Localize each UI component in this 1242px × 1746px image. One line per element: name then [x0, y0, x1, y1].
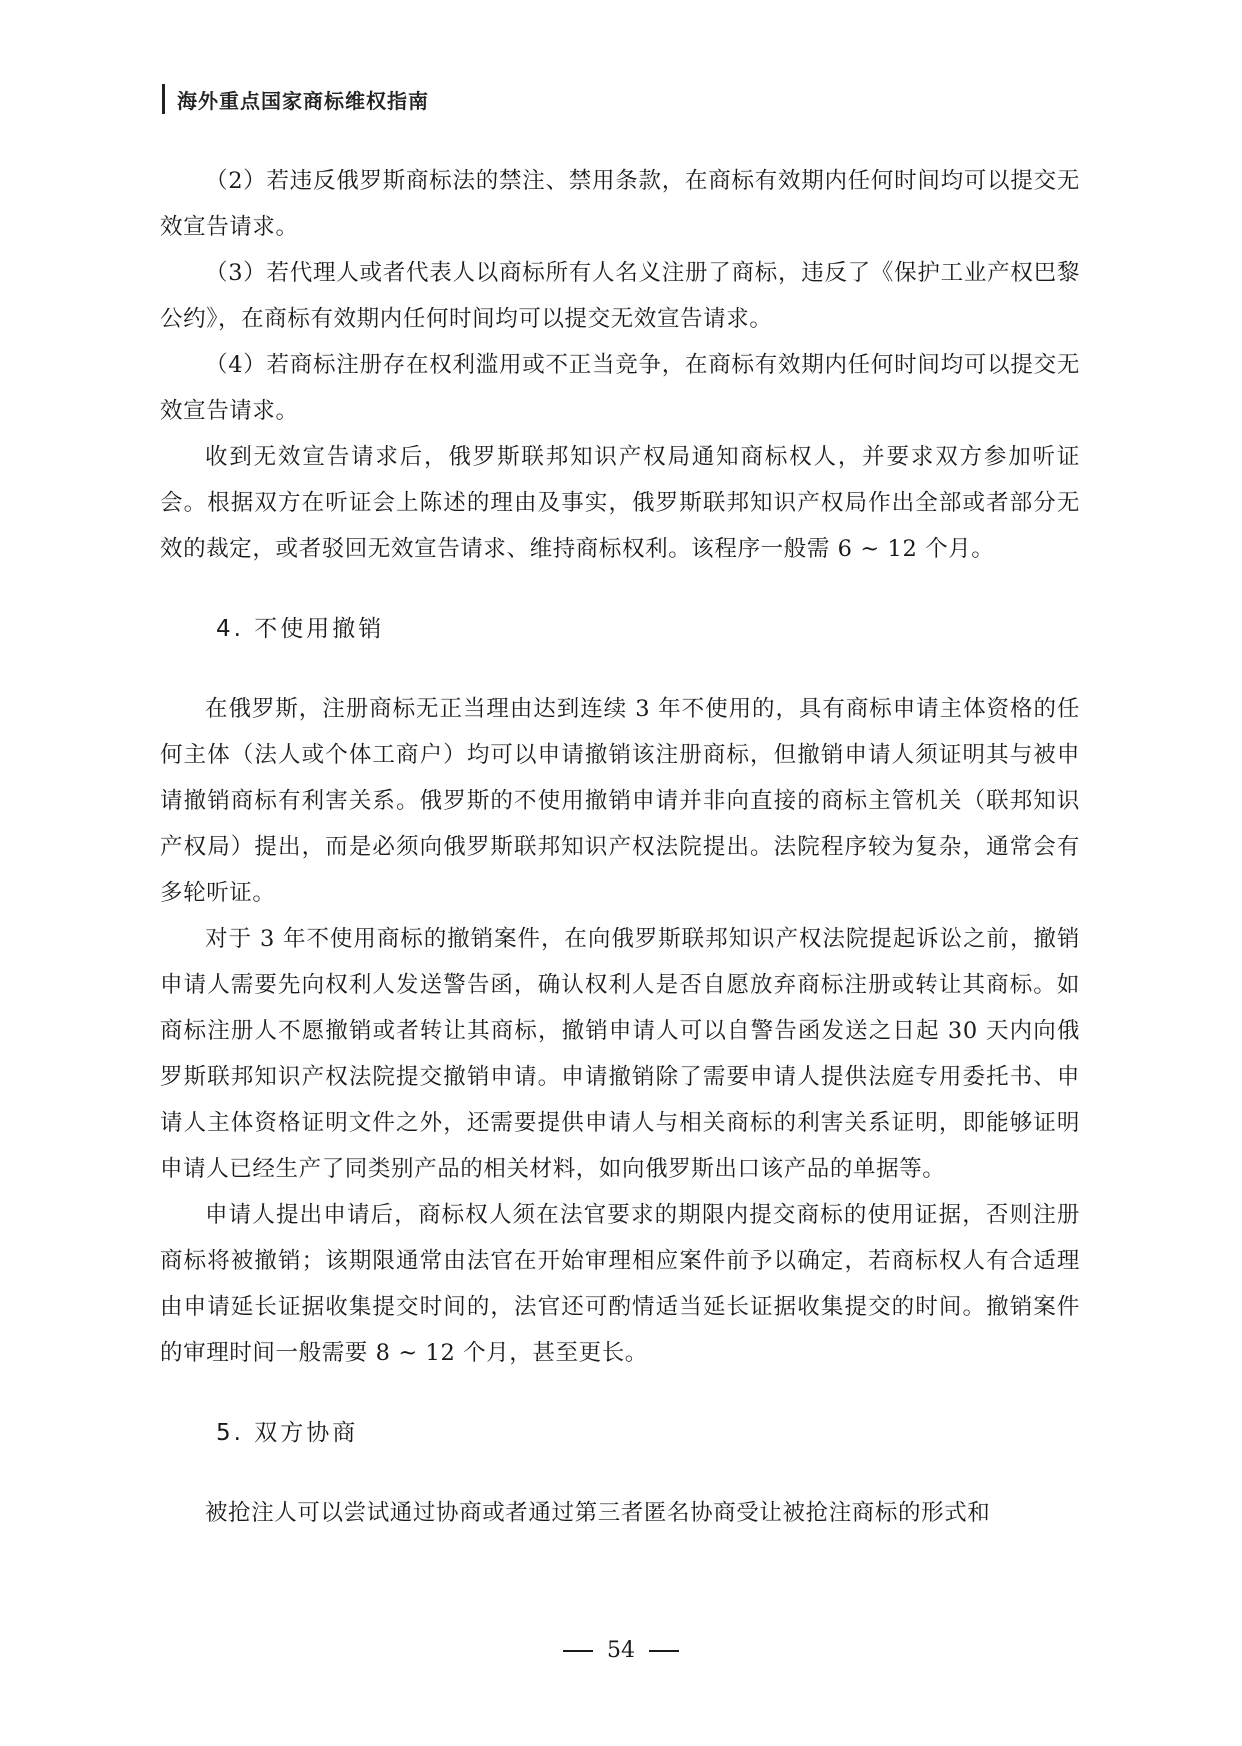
page-footer — [0, 1636, 1242, 1666]
section-heading-5: 5. 双方协商 — [216, 1420, 359, 1446]
section-heading-4: 4. 不使用撤销 — [216, 616, 385, 642]
body-text — [160, 158, 1080, 1536]
running-title: 海外重点国家商标维权指南 — [177, 88, 429, 113]
paragraph: 申请人提出申请后，商标权人须在法官要求的期限内提交商标的使用证据，否则注册商标将被撤销；该期限通常由法官在开始审理相应案件前予以确定，若商标权人有合适理由申请延长证据收集提交时间的，法官还可酌情适当延长证据收集提交的时间。撤销案件的审理时间一般需要 8 ~ 12 个月，甚至更长。 — [160, 1202, 1080, 1366]
paragraph: 被抢注人可以尝试通过协商或者通过第三者匿名协商受让被抢注商标的形式和 — [205, 1500, 991, 1526]
footer-dash-right — [649, 1650, 679, 1652]
running-header — [162, 82, 429, 116]
paragraph: 收到无效宣告请求后，俄罗斯联邦知识产权局通知商标权人，并要求双方参加听证会。根据双方在听证会上陈述的理由及事实，俄罗斯联邦知识产权局作出全部或者部分无效的裁定，或者驳回无效宣告请求、维持商标权利。该程序一般需 6 ~ 12 个月。 — [160, 444, 1080, 562]
page-number: 54 — [607, 1638, 635, 1663]
paragraph: 在俄罗斯，注册商标无正当理由达到连续 3 年不使用的，具有商标申请主体资格的任何主体（法人或个体工商户）均可以申请撤销该注册商标，但撤销申请人须证明其与被申请撤销商标有利害关系。俄罗斯的不使用撤销申请并非向直接的商标主管机关（联邦知识产权局）提出，而是必须向俄罗斯联邦知识产权法院提出。法院程序较为复杂，通常会有多轮听证。 — [160, 696, 1080, 906]
paragraph: （3）若代理人或者代表人以商标所有人名义注册了商标，违反了《保护工业产权巴黎公约》，在商标有效期内任何时间均可以提交无效宣告请求。 — [160, 260, 1080, 332]
header-rule — [162, 84, 165, 114]
paragraph: 对于 3 年不使用商标的撤销案件，在向俄罗斯联邦知识产权法院提起诉讼之前，撤销申请人需要先向权利人发送警告函，确认权利人是否自愿放弃商标注册或转让其商标。如商标注册人不愿撤销或者转让其商标，撤销申请人可以自警告函发送之日起 30 天内向俄罗斯联邦知识产权法院提交撤销申请。申请撤销除了需要申请人提供法庭专用委托书、申请人主体资格证明文件之外，还需要提供申请人与相关商标的利害关系证明，即能够证明申请人已经生产了同类别产品的相关材料，如向俄罗斯出口该产品的单据等。 — [160, 926, 1080, 1182]
paragraph: （2）若违反俄罗斯商标法的禁注、禁用条款，在商标有效期内任何时间均可以提交无效宣告请求。 — [160, 168, 1080, 240]
paragraph: （4）若商标注册存在权利滥用或不正当竞争，在商标有效期内任何时间均可以提交无效宣告请求。 — [160, 352, 1080, 424]
footer-dash-left — [563, 1650, 593, 1652]
